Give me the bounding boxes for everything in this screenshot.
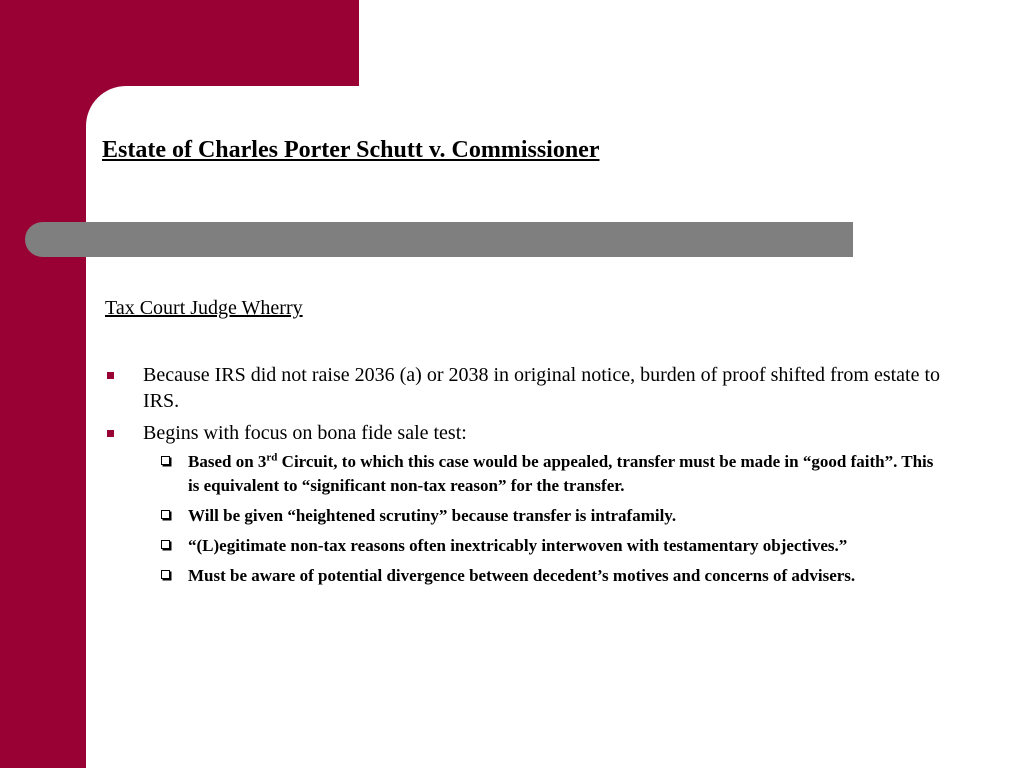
slide-subtitle: Tax Court Judge Wherry bbox=[105, 297, 303, 319]
bullet-item-bona-fide-sale bbox=[104, 420, 954, 588]
maroon-top-decoration bbox=[0, 0, 359, 86]
sub-bullet-item-legitimate-reasons bbox=[143, 534, 938, 558]
sub-bullet-item-divergence bbox=[143, 564, 938, 588]
hollow-square-bullet-icon bbox=[161, 540, 170, 549]
square-bullet-icon bbox=[107, 372, 114, 379]
gray-divider-bar bbox=[25, 222, 853, 257]
sub-bullet-item-heightened-scrutiny bbox=[143, 504, 938, 528]
bullet-list bbox=[104, 362, 954, 588]
hollow-square-bullet-icon bbox=[161, 456, 170, 465]
slide-title: Estate of Charles Porter Schutt v. Commissioner bbox=[102, 137, 600, 163]
slide-body bbox=[104, 362, 954, 594]
bullet-item-burden-of-proof bbox=[104, 362, 954, 414]
hollow-square-bullet-icon bbox=[161, 570, 170, 579]
sub-bullet-text-before-sup: Based on 3 bbox=[188, 452, 267, 471]
superscript-ordinal: rd bbox=[266, 451, 278, 464]
sub-bullet-text: Must be aware of potential divergence between decedent’s motives and concerns of advisers. bbox=[188, 566, 856, 585]
sub-bullet-text: “(L)egitimate non-tax reasons often inextricably interwoven with testamentary objectives.” bbox=[188, 536, 848, 555]
bullet-text: Begins with focus on bona fide sale test: bbox=[143, 422, 467, 444]
sub-bullet-text-after-sup: Circuit, to which this case would be appealed, transfer must be made in “good faith”. This is equivalent to “significant non-tax reason” for the transfer. bbox=[188, 452, 934, 495]
maroon-sidebar-decoration bbox=[0, 0, 86, 768]
square-bullet-icon bbox=[107, 430, 114, 437]
bullet-text: Because IRS did not raise 2036 (a) or 2038 in original notice, burden of proof shifted from estate to IRS. bbox=[143, 364, 941, 412]
sub-bullet-list bbox=[143, 450, 954, 588]
hollow-square-bullet-icon bbox=[161, 510, 170, 519]
sub-bullet-text: Will be given “heightened scrutiny” because transfer is intrafamily. bbox=[188, 506, 677, 525]
sub-bullet-item-good-faith bbox=[143, 450, 938, 498]
